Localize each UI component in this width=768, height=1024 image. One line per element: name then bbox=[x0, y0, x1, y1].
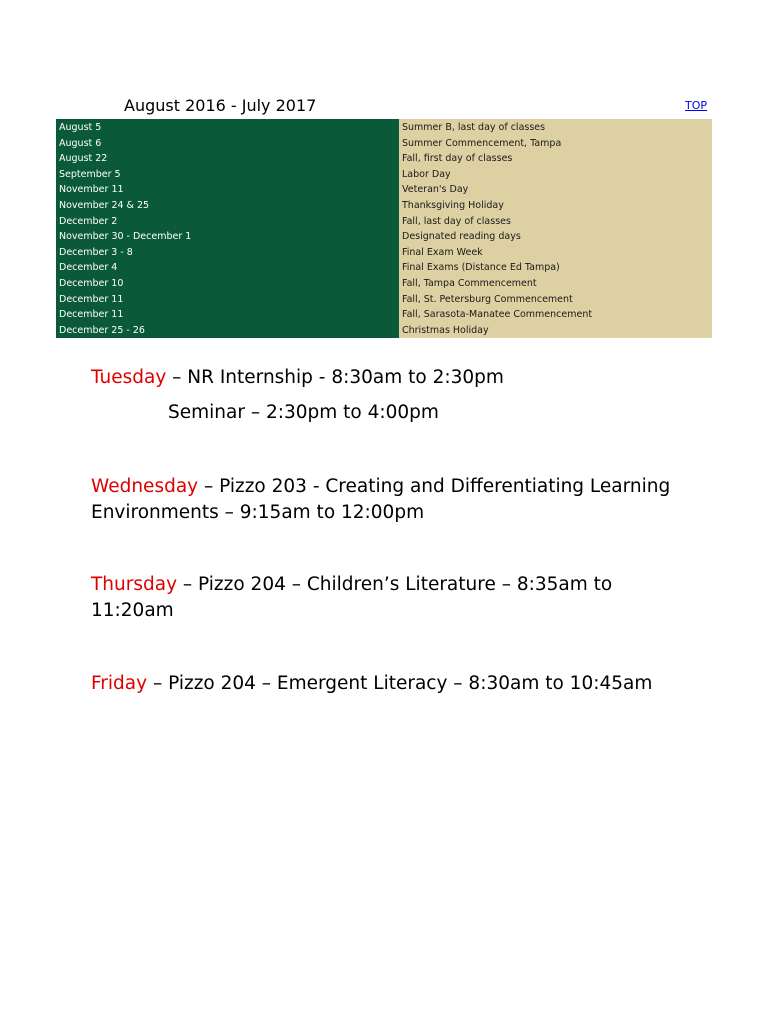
schedule-text-friday: – Pizzo 204 – Emergent Literacy – 8:30am to 10:45am bbox=[147, 673, 653, 694]
calendar-event-cell: Summer Commencement, Tampa bbox=[402, 137, 562, 149]
calendar-date-cell: August 6 bbox=[59, 137, 102, 149]
calendar-date-cell: September 5 bbox=[59, 168, 121, 180]
calendar-date-column bbox=[56, 119, 399, 338]
calendar-date-cell: December 2 bbox=[59, 215, 118, 227]
calendar-date-cell: August 5 bbox=[59, 122, 102, 133]
calendar-date-cell: December 3 - 8 bbox=[59, 246, 133, 258]
schedule-wednesday bbox=[91, 474, 691, 526]
calendar-event-cell: Designated reading days bbox=[402, 231, 521, 243]
calendar-event-cell: Fall, last day of classes bbox=[402, 215, 511, 227]
calendar-date-cell: December 11 bbox=[59, 293, 124, 305]
academic-calendar-table bbox=[56, 119, 712, 338]
day-label-friday: Friday bbox=[91, 673, 148, 694]
schedule-text-tuesday: – NR Internship - 8:30am to 2:30pm bbox=[166, 367, 504, 388]
calendar-date-cell: August 22 bbox=[59, 153, 108, 165]
calendar-date-cell: December 11 bbox=[59, 309, 124, 321]
day-label-tuesday: Tuesday bbox=[91, 367, 167, 388]
calendar-event-cell: Thanksgiving Holiday bbox=[402, 199, 504, 211]
calendar-event-cell: Labor Day bbox=[402, 168, 451, 180]
top-link[interactable]: TOP bbox=[685, 99, 708, 112]
calendar-event-cell: Final Exams (Distance Ed Tampa) bbox=[402, 262, 560, 274]
calendar-event-cell: Christmas Holiday bbox=[402, 324, 489, 336]
calendar-event-cell: Fall, first day of classes bbox=[402, 153, 513, 165]
calendar-date-cell: November 11 bbox=[59, 184, 124, 196]
calendar-title: August 2016 - July 2017 bbox=[124, 96, 317, 115]
calendar-event-cell: Fall, Tampa Commencement bbox=[402, 277, 537, 289]
calendar-event-cell: Final Exam Week bbox=[402, 246, 483, 258]
schedule-seminar: Seminar – 2:30pm to 4:00pm bbox=[168, 402, 439, 423]
schedule-thursday bbox=[91, 572, 691, 624]
day-label-thursday: Thursday bbox=[91, 574, 178, 595]
calendar-date-cell: December 4 bbox=[59, 262, 118, 274]
calendar-date-cell: November 24 & 25 bbox=[59, 199, 150, 211]
calendar-date-cell: December 25 - 26 bbox=[59, 324, 145, 336]
schedule-text-thursday: – Pizzo 204 – Children’s Literature – 8:35am to 11:20am bbox=[91, 574, 613, 621]
schedule-tuesday bbox=[91, 365, 691, 391]
calendar-event-cell: Fall, St. Petersburg Commencement bbox=[402, 293, 573, 305]
day-label-wednesday: Wednesday bbox=[91, 476, 199, 497]
calendar-event-cell: Fall, Sarasota-Manatee Commencement bbox=[402, 309, 593, 321]
schedule-friday bbox=[91, 671, 691, 697]
calendar-date-cell: December 10 bbox=[59, 277, 124, 289]
schedule-text-wednesday: – Pizzo 203 - Creating and Differentiating Learning Environments – 9:15am to 12:00pm bbox=[91, 476, 671, 523]
calendar-event-cell: Summer B, last day of classes bbox=[402, 122, 546, 133]
calendar-date-cell: November 30 - December 1 bbox=[59, 231, 192, 243]
calendar-event-column bbox=[399, 119, 712, 338]
calendar-event-cell: Veteran's Day bbox=[402, 184, 469, 196]
